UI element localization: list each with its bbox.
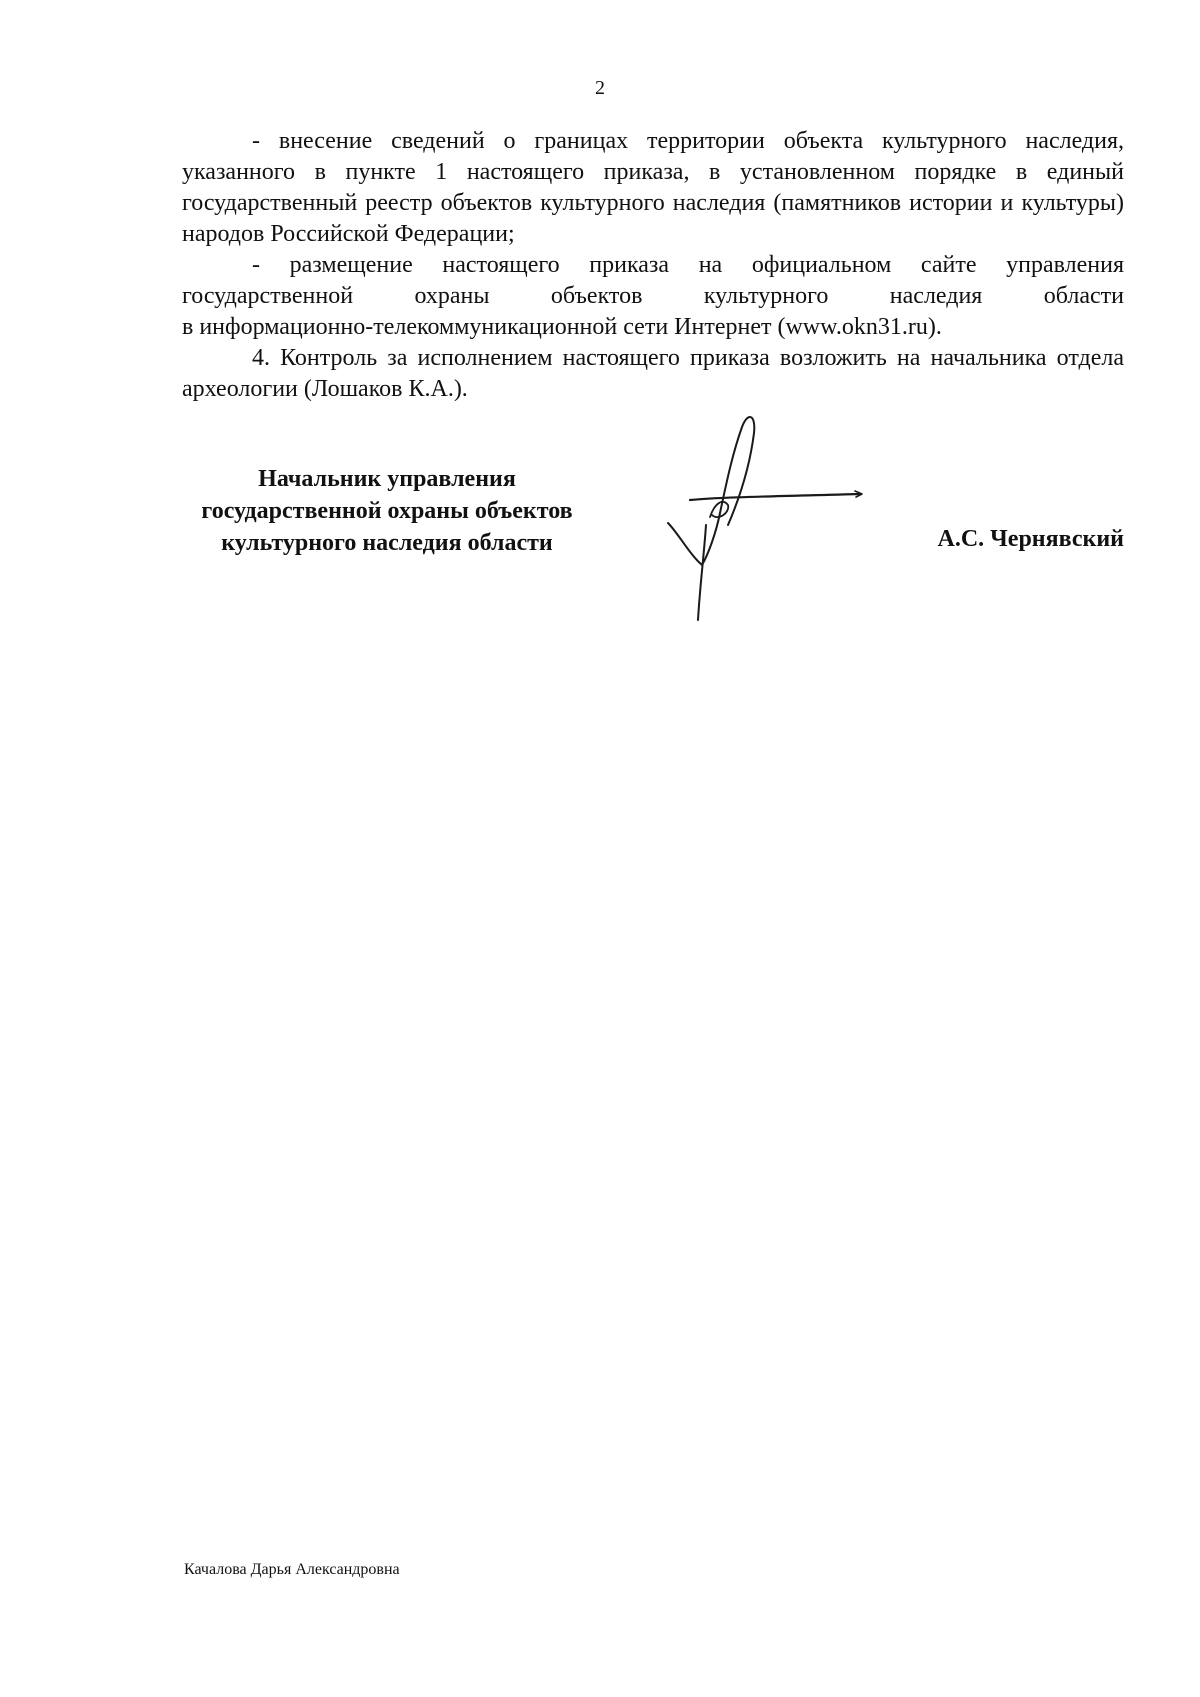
order-body-text [182, 126, 1124, 405]
paragraph-website-publication: - размещение настоящего приказа на официальном сайте управления государственной охраны объектов культурного наследия области [182, 252, 1124, 309]
signatory-title [172, 463, 602, 559]
signatory-title-line: культурного наследия области [221, 530, 553, 556]
signatory-title-line: государственной охраны объектов [201, 498, 573, 524]
handwritten-signature [660, 405, 890, 635]
signature-stroke [698, 525, 706, 620]
signature-stroke [690, 494, 860, 500]
paragraph-registry-entry: - внесение сведений о границах территории объекта культурного наследия, указанного в пункте 1 настоящего приказа, в установленном порядке в единый государственный реестр объектов культурного наследия (памятников истории и культуры) народов Российской Федерации; [182, 128, 1124, 247]
signatory-title-line: Начальник управления [258, 466, 516, 492]
executor-name: Качалова Дарья Александровна [184, 1561, 400, 1578]
paragraph-website-publication-continued: в информационно-телекоммуникационной сети Интернет (www.okn31.ru). [182, 314, 942, 340]
signatory-name: А.С. Чернявский [937, 526, 1124, 552]
paragraph-control: 4. Контроль за исполнением настоящего приказа возложить на начальника отдела археологии (Лошаков К.А.). [182, 345, 1124, 402]
page-number: 2 [595, 77, 605, 99]
signature-stroke [668, 417, 754, 565]
